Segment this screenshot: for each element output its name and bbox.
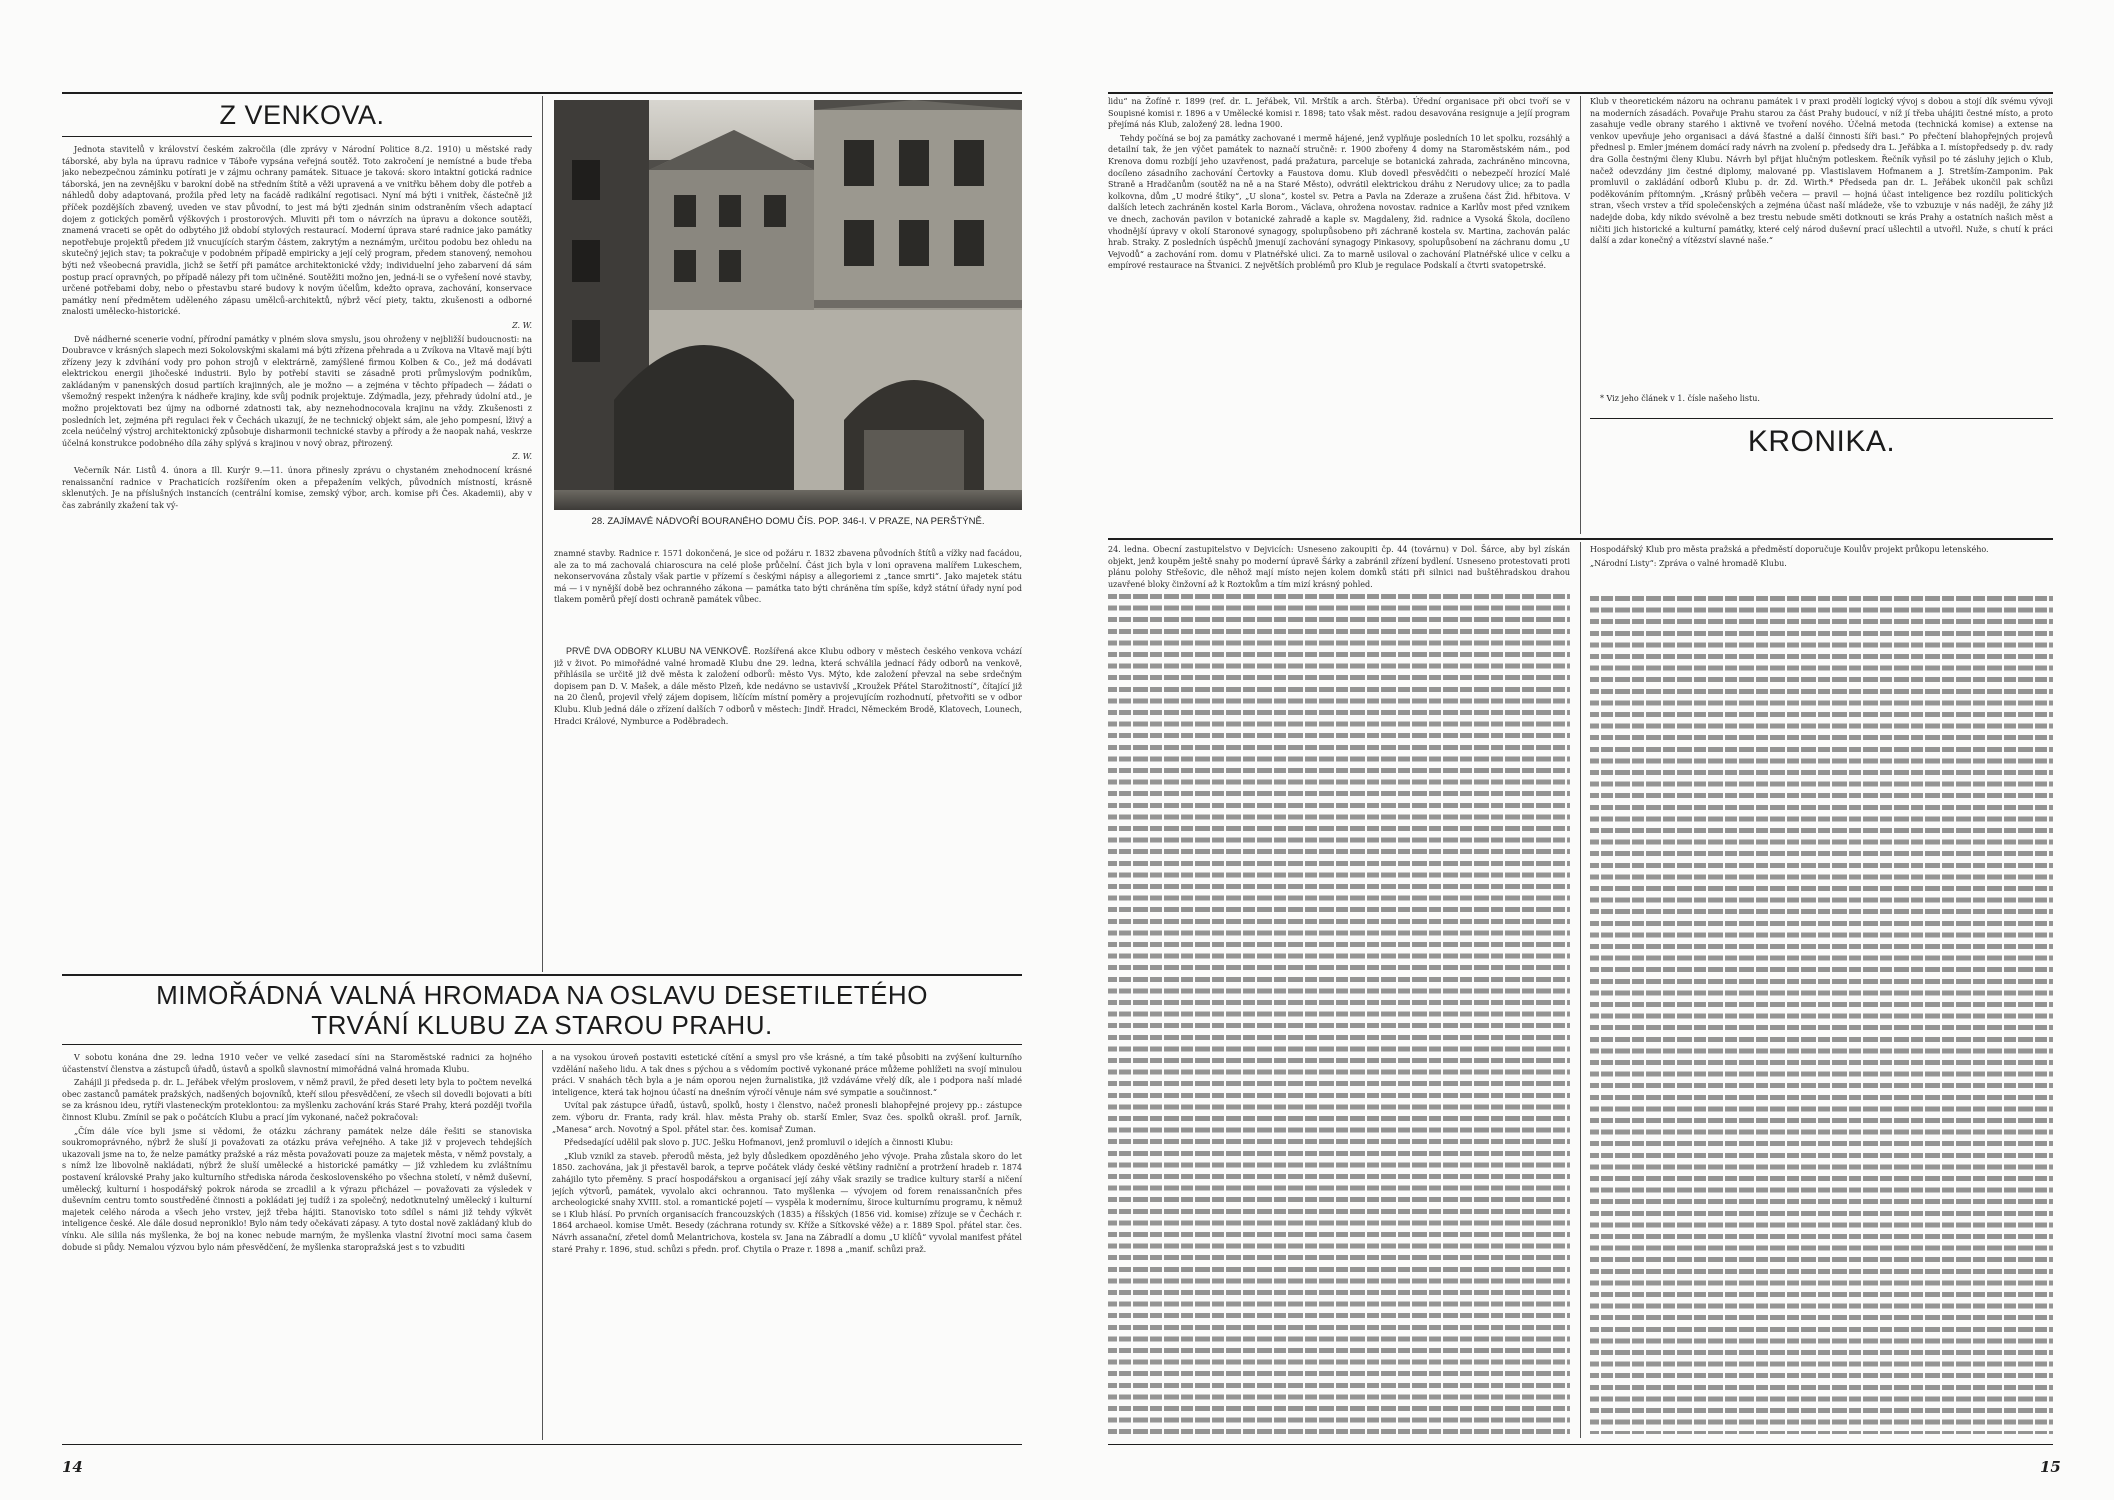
paragraph-history-start: lidu“ na Žofíně r. 1899 (ref. dr. L. Jeřábek, Vil. Mrštík a arch. Štěrba). Úřední organisace při obci tvoří se v Soupisné komisi r. 1896 a v Umělecké komisi r. 1898; tato však měst. radou desavována resignuje a jejíí program přejímá nás Klub, založený 28. ledna 1900. [1108,97,1570,130]
kronika-entry-hospodarsky-klub: Hospodářský Klub pro města pražská a předměstí doporučuje Koulův projekt průkopu letenského. [1590,545,1989,554]
column-prachatice-cont [554,548,1022,634]
page-number-right: 15 [2040,1458,2061,1476]
kronika-entry-narodni-listy: „Národní Listy“: Zpráva o valné hromadě Klubu. [1590,558,1787,568]
column-divider [542,1050,543,1440]
column-divider [542,96,543,972]
bottom-rule [62,1444,1022,1445]
courtyard-photograph-image [554,100,1022,510]
section-rule [62,974,1022,976]
kronika-column-1-start [1108,544,1570,590]
paragraph-tabor-radnice: Jednota stavitelů v království českém zakročila (dle zprávy v Národní Politice 8./2. 1910) u městské rady táborské, aby byla na úpravu radnice v Táboře vypsána veřejná soutěž. Toto zakročení je nemístné a bude třeba jako nebezpečnou záminku potírati je v zájmu ochrany památek. Situace je taková: skoro intaktní gotická radnice táborská, jen na zevnějšku v barokní době na středním štítě a věži upravená a ve vnitřku během doby dle potřeb a náhledů doby adaptovaná, prožila před lety na facádě radikální regotisaci. Nyní má býti i vnitřek, částečně již příček pozdějších zbavený, uveden ve stav původní, to jest má býti zjednán sinim odstraněním všech adaptací dojem z gotických poměrů výškových i prostorových. Mluviti při tom o návrzích na úpravu a dokonce soutěži, znamená vraceti se opět do odbytého již období stylových restaurací. Moderní úprava staré radnice jako památky nepotřebuje projektů předem již vnucujících starým částem, zakrytým a neznámým, určitou podobu bez ohledu na skutečný jejich stav; ta pokračuje v podobném případě empiricky a její celý program, předem stanovený, nemohou býti než všeobecná pravidla, jichž se šetří při památce architektonické vždy; individuelní jeho zabarvení dá sám postup prací opravných, po případě nálezy při tom učiněné. Soutěžiti možno jen, jedná-li se o vyřešení nové stavby, určené potřebami doby, nebo o přestavbu staré budovy k novým účelům, kdežto oprava, zachování, konservace památky není předmětem uděleného zápasu umělců-architektů, nýbrž věcí piety, taktu, zkušenosti a odborné znalosti umělecko-historické. [62,145,532,317]
main-title-line-2: TRVÁNÍ KLUBU ZA STAROU PRAHU. [311,1010,773,1040]
column-divider [1580,542,1581,1438]
paragraph: Zahájil ji předseda p. dr. L. Jeřábek vřelým proslovem, v němž pravil, že před deseti lety byla to počtem nevelká obec zastanců památek pražských, nadšených bojovníků, kteří silou přesvědčení, ze všech sil dovedli bojovati a bíti se za krásnou ideu, rytíři vlasteneckým proteklontou: za myšlenku zachování krás Staré Prahy, která později tvořila činnost Klubu. Zmínil se pak o počátcích Klubu a prací jím vykonané, načež pokračoval: [62,1078,532,1122]
column-history [1108,96,1570,536]
paragraph: „Čím dále více byli jsme si vědomi, že otázku záchrany památek nelze dále řešiti se stanoviska soukromoprávného, nýbrž že sluší ji považovati za otázku práva veřejného. A take již v projevech tehdejších ukazovali jsme na to, že nelze památky pražské a ráz města považovati pouze za majetek města, v němž povstaly, a s nímž lze libovolně nakládati, nýbrž že sluší umělecké a historické památky — již vzhledem ku zvláštnímu postavení královské Prahy jako kulturního střediska národa československého po všechna století, v němž duševní, umělecký, kulturní i hospodářský pokrok národa se zrcadlil a k výrazu přicházel — považovati za výsledek v duševním centru tomto soustředěné činnosti a pokládati jej tudíž i za společný, nedotknutelný umělecký i kulturní majetek celého národa a všech jeho vrstev, jejž třeba hájiti. Stanovisko toto sdílel s námi již tehdy výkvět inteligence české. Ale dále dosud neproniklo! Bylo nám tedy očekávati zápasy. A tyto dostal nově zakládaný klub do vínku. Ale silila nás myšlenka, že boj na konec nebude marným, že myšlenka vlastní životní moci sama časem dobude si půdy. Nemalou výzvou bylo nám přesvědčení, že myšlenka staropražská jest s to vzbuditi [62,1126,532,1252]
column-divider [1580,96,1581,534]
kronika-rule [1108,538,2053,540]
top-rule [1108,92,2053,94]
paragraph-odbory: Rozšířená akce Klubu odbory v městech českého venkova vchází již v život. Po mimořádné valné hromadě Klubu dne 29. ledna, která schválila jednací řády odborů na venkově, přihlásila se určitě již dvě města k založení odborů: město Vys. Mýto, kde založení převzal na sebe srdečným dopisem pan D. V. Mašek, a dále město Plzeň, kde nedávno se ustavivší „Kroužek Přátel Starožitností“, čítající již na 20 členů, projevil vřelý zájem dopisem, ličícím místní poměry a projevujícím rozhodnutí, přetvořiti se v odbor Klubu. Klub jedná dále o zřízení dalších 7 odborů v městech: Jindř. Hradci, Německém Brodě, Klatovech, Lounech, Hradci Králové, Nymburce a Poděbradech. [554,647,1022,726]
paragraph-prachatice: Večerník Nár. Listů 4. února a Ill. Kurýr 9.—11. února přinesly zprávu o chystaném znehodnocení krásné renaissanční radnice v Prachaticích rozšířením oken a přepažením velkých, původních místností, krásně sklenutých. Je na příslušných instancích (centrální komise, zemský výbor, arch. komise při Čes. Akademii), aby v čas zabránily zkažení tak vý- [62,466,532,510]
paragraph: a na vysokou úroveň postaviti estetické cítění a smysl pro vše krásné, a tím také působiti na zvýšení kulturního vzdělání našeho lidu. A tak dnes s pýchou a s vědomím poctivě vykonané práce můžeme pohlížeti na svojí minulou práci. V snahách těch byla a je nám oporou nejen žurnalistika, již vzdáváme vřelý dík, ale i podpora naší mladé inteligence, která tak hojnou účastí na dnešním výročí věnuje nám své sympatie a součinnost.“ [552,1053,1022,1097]
title-underline [62,1044,1022,1045]
column-valna-hromada-1 [62,1052,532,1438]
left-page [62,92,1022,1442]
kronika-column-2-text-illegible [1590,596,2053,1434]
paragraph: V sobotu konána dne 29. ledna 1910 večer ve velké zasedací síni na Staroměstské radnici za hojného účastenství členstva a zástupců úřadů, ústavů a spolků slavnostní mimořádná valná hromada Klubu. [62,1053,532,1074]
column-valna-hromada-2 [552,1052,1022,1438]
paragraph: Uvítal pak zástupce úřadů, ústavů, spolků, hosty i členstvo, načež pronesli blahopřejné projevy pp.: zástupce zem. výboru dr. Franta, rady král. hlav. města Prahy ob. starší Emler, Svaz čes. spolků okrašl. prof. Jarník, „Manesa“ arch. Novotný a Spol. přátel star. čes. komisař Zuman. [552,1101,1022,1134]
paragraph-prachatice-cont: znamné stavby. Radnice r. 1571 dokončená, je sice od požáru r. 1832 zbavena původních štítů a vížky nad facádou, ale za to má zachovalá chiaroscura na celé ploše průčelní. Část jich byla v loni opravena malířem Lukeschem, nekonservována zůstaly však partie v přízemí s českými nápisy a allegoriemi z „tance smrti“. Jako majetek státu má — i v nynější době bez ochranného zákona — památka tato býti chráněna tím spíše, když státní úřady nyní pod tlakem poměrů přejí dosti ochraně památek vůbec. [554,549,1022,605]
kronika-column-1-text-illegible [1108,594,1570,1434]
paragraph-doubravka-zvikov: Dvě nádherné scenerie vodní, přírodní památky v plném slova smyslu, jsou ohroženy v nejbližší budoucnosti: na Doubravce v krásných slapech mezi Sokolovskými skalami má býti zřízena přehrada a u Zvíkova na Vltavě mají býti zřízeny jezy k zdvihání vody pro pohon strojů v elektrárně, zamýšlené firmou Kolben & Co., jež má dodávati elektrickou energii jihočeské industrii. Bylo by potřebí staviti se zásadně proti průmyslovým podnikům, zakládaným v panenských dosud partiích krajinných, ale je možno — a zejména v těchto případech — žádati o všemožný respekt inženýra k nádheře krajiny, kde svůj podnik projektuje. Zdýmadla, jezy, přehrady údolní atd., je možno projektovati bez újmy na odborné zdatnosti tak, aby neznehodnocovala krajinu na vždy. Zkušenosti z posledních let, zejména při regulaci řek v Čechách ukazují, že ne technický objekt sám, ale jeho pompesní, lživý a zcela neúčelný výstroj architektonický způsobuje disharmonii technické stavby a přírody a že naopak nahá, veskrze účelná konstrukce podobného díla záhy splývá s krajinou v nový obraz, přirozený. [62,334,532,448]
footnote: * Viz jeho článek v 1. čísle našeho listu. [1600,394,1760,403]
courtyard-photograph [554,100,1022,510]
section-title-z-venkova: Z VENKOVA. [219,100,385,130]
kronika-top-rule [1590,418,2053,419]
main-title-line-1: MIMOŘÁDNÁ VALNÁ HROMADA NA OSLAVU DESETILETÉHO [156,980,928,1010]
paragraph-history: Tehdy počíná se boj za památky zachované i mermě hájené, jenž vyplňuje posledních 10 let spolku, rozsáhlý a detailní tak, že jen výčet památek to naznačí stručně: r. 1900 zbořeny 4 domy na Staroměstském nám., pod Krenova domu rozbíjí jeho uzavřenost, padá pražatura, parceluje se botanická zahrada, zachráněno mincovna, docíleno zásadního zachování Čertovky a Faustova domu. Klub dovedl přesvědčiti o nebezpečí hrozící Malé Straně a Hradčanům (soutěž na ně a na Staré Město), odvrátil elektrickou dráhu z Nerudovy ulice; za to padla kolkovna, dům „U modré štiky“, „U slona“, kostel sv. Petra a Pavla na Zderaze a zrušena část Žid. hřbitova. V dalších letech zachráněn kostel Karla Borom., Václava, ohrožena novostav. radnice a Karlův most před vznikem ve dnech, zachován pavilon v botanické zahradě a kaple sv. Magdaleny, žid. radnice a Vysoká Škola, docíleno vhodnější úpravy v okolí Staronové synagogy, spolupůsobeno při záchraně kostela sv. Martina, zachován palác hrab. Straky. Z posledních úspěchů jmenují zachování synagogy Pinkasovy, spolupůsobení na záchranu domu „U Vejvodů“ a zachování rom. domu v Platnéřské ulici. Za to marně usiloval o zachování Platnéřské ulice v celku a empírové restaurace na Štvanici. Z největších problémů pro Klub je regulace Podskalí a čtvrti svatopetrské. [1108,133,1570,271]
paragraph-klub-theory: Klub v theoretickém názoru na ochranu památek i v praxi prodělí logický vývoj s dobou a stojí dík svému vývoji na moderních zásadách. Povařuje Prahu starou za část Prahy budoucí, v níž jí třeba uhájiti čestné místo, a proto zasahuje vedle obrany starého i aktivně ve tvoření nového. Účelná metoda (technická komise) a extense na venkov upevňuje jeho organisaci a dává šťastné a další činnosti šíři basi.“ Po přečtení blahopřejných projevů přednesl p. Emler jménem domácí rady návrh na zvolení p. předsedy dra L. Jeřábka a I. místopředsedy p. dv. rady dra Golla čestnými členy Klubu. Návrh byl přijat hlučným potleskem. Řečník vyňsil po té zásluhy jejich o Klub, načež odevzdány jim čestné diplomy, malované pp. Vlastislavem Hofmanem a J. Stretším-Zamponim. Pak promluvil o zakládání odborů Klubu p. dr. Zd. Wirth.* Předseda pan dr. L. Jeřábek ukončil pak schůzi poděkováním přítomným. „Krásný průběh večera — pravil — hojná účast inteligence bez rozdílu politických stran, všech vrstev a tříd společenských a zejména účast naší mládeže, vše to vzbuzuje v nás naději, že záhy již nadejde doba, kdy nikdo svévolně a bez trestu nebude směti dotknouti se krás Prahy a ostatních našich měst a ničiti jich historické a kulturní památky, které celý národ duševní prací ušlechtil a utvořil. Nuže, s chutí k práci další a zdar konečný a vítězství slavné naše.“ [1590,97,2053,246]
column-z-venkova [62,144,532,970]
column-odbory [554,646,1022,966]
top-rule [62,92,1022,94]
photo-caption: 28. ZAJÍMAVÉ NÁDVOŘÍ BOURANÉHO DOMU ČÍS. POP. 346-I. V PRAZE, NA PERŠTÝNĚ. [591,516,985,527]
main-title [62,980,1022,1040]
paragraph: „Klub vznikl za staveb. přerodů města, jež byly důsledkem opozděného jeho vývoje. Praha zůstala skoro do let 1850. zachována, jak ji přestavěl barok, a teprve počátek vlády české většiny radniční a protržení hradeb r. 1874 zahájilo tyto přeměny. S prací hospodářskou a organisací její záhy však srazily se tradice kultury starší a ničení jejích výtvorů, památek, vyvolalo akci ochrannou. Tato myšlenka — vývojem od forem renaissančních přes archeologické snahy XVIII. stol. a romantické pojetí — vyspěla k modernímu, široce kulturnímu programu, k němuž se i Klub hlásí. Po prvních organisacích francouzských (1835) a říšských (1856 vid. komise) zřízuje se v Čechách r. 1864 archaeol. komise Umět. Besedy (záchrana rotundy sv. Kříže a Sítkovské věže) a r. 1889 Spol. přátel star. čes. Návrh assanační, zřetel domů Melantrichova, kostela sv. Jana na Zábradlí a domu „U klíčů“ vyvolal manifest přátel staré Prahy r. 1896, stud. schůzi s předn. prof. Chytila o Praze r. 1898 a „manif. schůzi praž. [552,1151,1022,1254]
signature-zw: Z. W. [512,320,532,330]
page-number-left: 14 [62,1458,83,1476]
column-klub-theory [1590,96,2053,386]
section-title-kronika: KRONIKA. [1747,425,1896,458]
paragraph: Předsedající udělil pak slovo p. JUC. Ješku Hofmanovi, jenž promluvil o idejích a činnosti Klubu: [564,1138,954,1148]
subheading-odbory: PRVÉ DVA ODBORY KLUBU NA VENKOVĚ. [566,646,751,656]
kronika-entry-dejvice: 24. ledna. Obecní zastupitelstvo v Dejvicích: Usneseno zakoupiti čp. 44 (továrnu) v Dol. Šárce, aby byl získán objekt, jenž koupěm ještě snahy po moderní úpravě Šárky a zabránil zřízení bydlení. Usneseno protestovati proti plánu polohy Střešovic, dle něhož mají místo nejen kolem domků státi při silnici nad buštěhradskou drahou uzavřené bloky činžovní až k Roztokům a tím mizí krásný pohled. [1108,545,1570,589]
right-page [1108,92,2053,1442]
title-underline [62,136,532,137]
bottom-rule [1108,1444,2053,1445]
kronika-column-2-start [1590,544,2053,594]
signature-zw: Z. W. [512,452,532,462]
